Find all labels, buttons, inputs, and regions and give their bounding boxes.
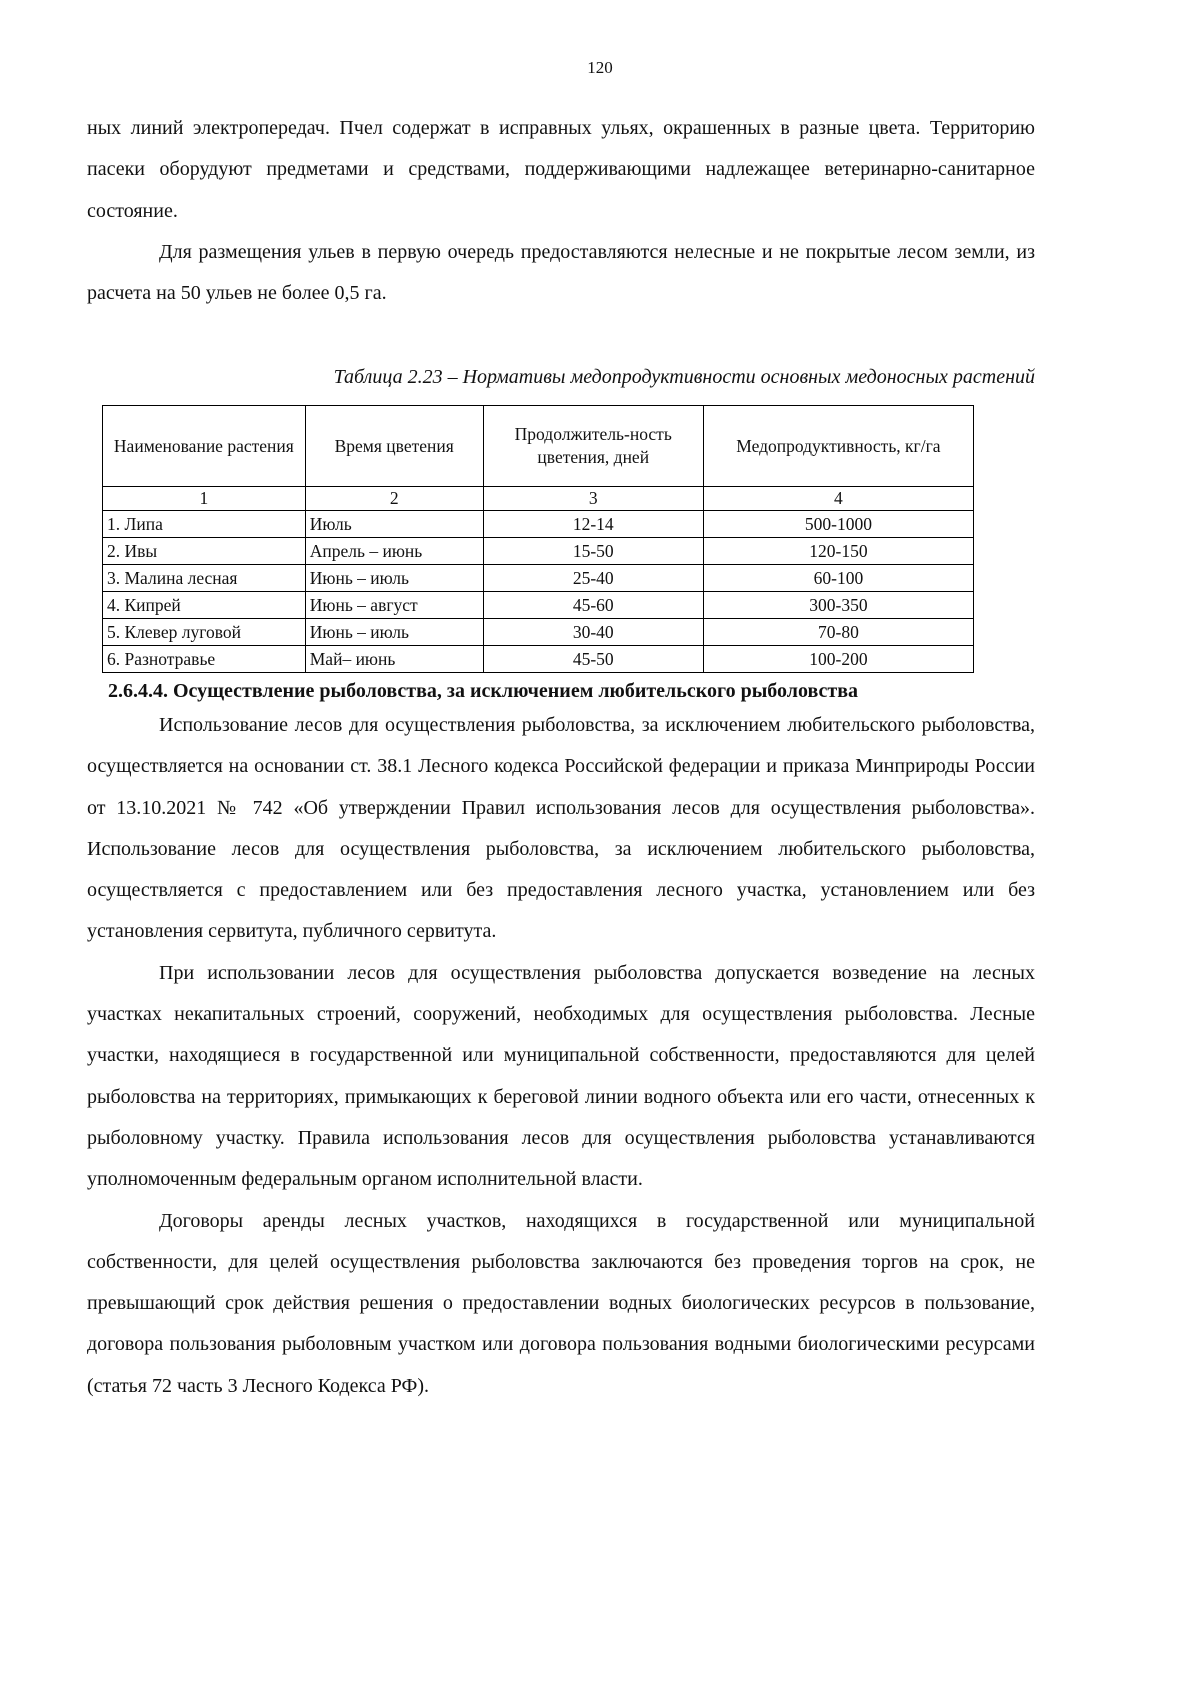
honey-productivity-table xyxy=(102,405,974,673)
table-cell: Июнь – июль xyxy=(305,565,483,592)
table-row xyxy=(103,565,974,592)
table-cell: 120-150 xyxy=(703,538,973,565)
table-row xyxy=(103,511,974,538)
table-cell: 30-40 xyxy=(483,619,703,646)
column-header: Наименование растения xyxy=(103,406,306,487)
column-number-row xyxy=(103,487,974,511)
table-cell: Апрель – июнь xyxy=(305,538,483,565)
table-cell: 60-100 xyxy=(703,565,973,592)
table-cell: 300-350 xyxy=(703,592,973,619)
table-cell: 15-50 xyxy=(483,538,703,565)
paragraph: ных линий электропередач. Пчел содержат в исправных ульях, окрашенных в разные цвета. Территорию пасеки оборудуют предметами и средствами, поддерживающими надлежащее ветеринарно-санитарное состояние. xyxy=(87,117,1035,222)
table-row xyxy=(103,538,974,565)
table-cell: Июнь – июль xyxy=(305,619,483,646)
paragraph: Для размещения ульев в первую очередь предоставляются нелесные и не покрытые лесом земли, из расчета на 50 ульев не более 0,5 га. xyxy=(87,240,1035,305)
table-cell: 70-80 xyxy=(703,619,973,646)
table-cell: 5. Клевер луговой xyxy=(103,619,306,646)
column-header: Медопродуктивность, кг/га xyxy=(703,406,973,487)
table-cell: 45-50 xyxy=(483,646,703,673)
table-cell: Июль xyxy=(305,511,483,538)
table-cell: 25-40 xyxy=(483,565,703,592)
table-cell: Июнь – август xyxy=(305,592,483,619)
table-row xyxy=(103,619,974,646)
column-number: 1 xyxy=(103,487,306,511)
table-header-row xyxy=(103,406,974,487)
column-header: Продолжитель-ность цветения, дней xyxy=(483,406,703,487)
table-cell: 2. Ивы xyxy=(103,538,306,565)
text-block-top xyxy=(87,108,1035,314)
table-cell: 4. Кипрей xyxy=(103,592,306,619)
text-block-bottom xyxy=(87,705,1035,1407)
table-cell: 100-200 xyxy=(703,646,973,673)
table-cell: 45-60 xyxy=(483,592,703,619)
table-cell: 6. Разнотравье xyxy=(103,646,306,673)
section-heading: 2.6.4.4. Осуществление рыболовства, за исключением любительского рыболовства xyxy=(108,680,859,702)
paragraph: Использование лесов для осуществления рыболовства, за исключением любительского рыболовства, осуществляется на основании ст. 38.1 Лесного кодекса Российской федерации и приказа Минприроды России от 13.10.2021 № 742 «Об утверждении Правил использования лесов для осуществления рыболовства». Использование лесов для осуществления рыболовства, за исключением любительского рыболовства, осуществляется с предоставлением или без предоставления лесного участка, установлением или без установления сервитута, публичного сервитута. xyxy=(87,714,1035,943)
column-number: 2 xyxy=(305,487,483,511)
table-cell: 500-1000 xyxy=(703,511,973,538)
table-cell: Май– июнь xyxy=(305,646,483,673)
table-cell: 12-14 xyxy=(483,511,703,538)
paragraph: Договоры аренды лесных участков, находящихся в государственной или муниципальной собственности, для целей осуществления рыболовства заключаются без проведения торгов на срок, не превышающий срок действия решения о предоставлении водных биологических ресурсов в пользование, договора пользования рыболовным участком или договора пользования водными биологическими ресурсами (статья 72 часть 3 Лесного Кодекса РФ). xyxy=(87,1209,1035,1397)
table-cell: 3. Малина лесная xyxy=(103,565,306,592)
table-caption: Таблица 2.23 – Нормативы медопродуктивности основных медоносных растений xyxy=(333,366,1035,388)
page-number: 120 xyxy=(587,58,613,77)
table-row xyxy=(103,592,974,619)
table-cell: 1. Липа xyxy=(103,511,306,538)
table-row xyxy=(103,646,974,673)
paragraph: При использовании лесов для осуществления рыболовства допускается возведение на лесных участках некапитальных строений, сооружений, необходимых для осуществления рыболовства. Лесные участки, находящиеся в государственной или муниципальной собственности, предоставляются для целей рыболовства на территориях, примыкающих к береговой линии водного объекта или его части, отнесенных к рыболовному участку. Правила использования лесов для осуществления рыболовства устанавливаются уполномоченным федеральным органом исполнительной власти. xyxy=(87,961,1035,1191)
column-number: 3 xyxy=(483,487,703,511)
column-header: Время цветения xyxy=(305,406,483,487)
column-number: 4 xyxy=(703,487,973,511)
